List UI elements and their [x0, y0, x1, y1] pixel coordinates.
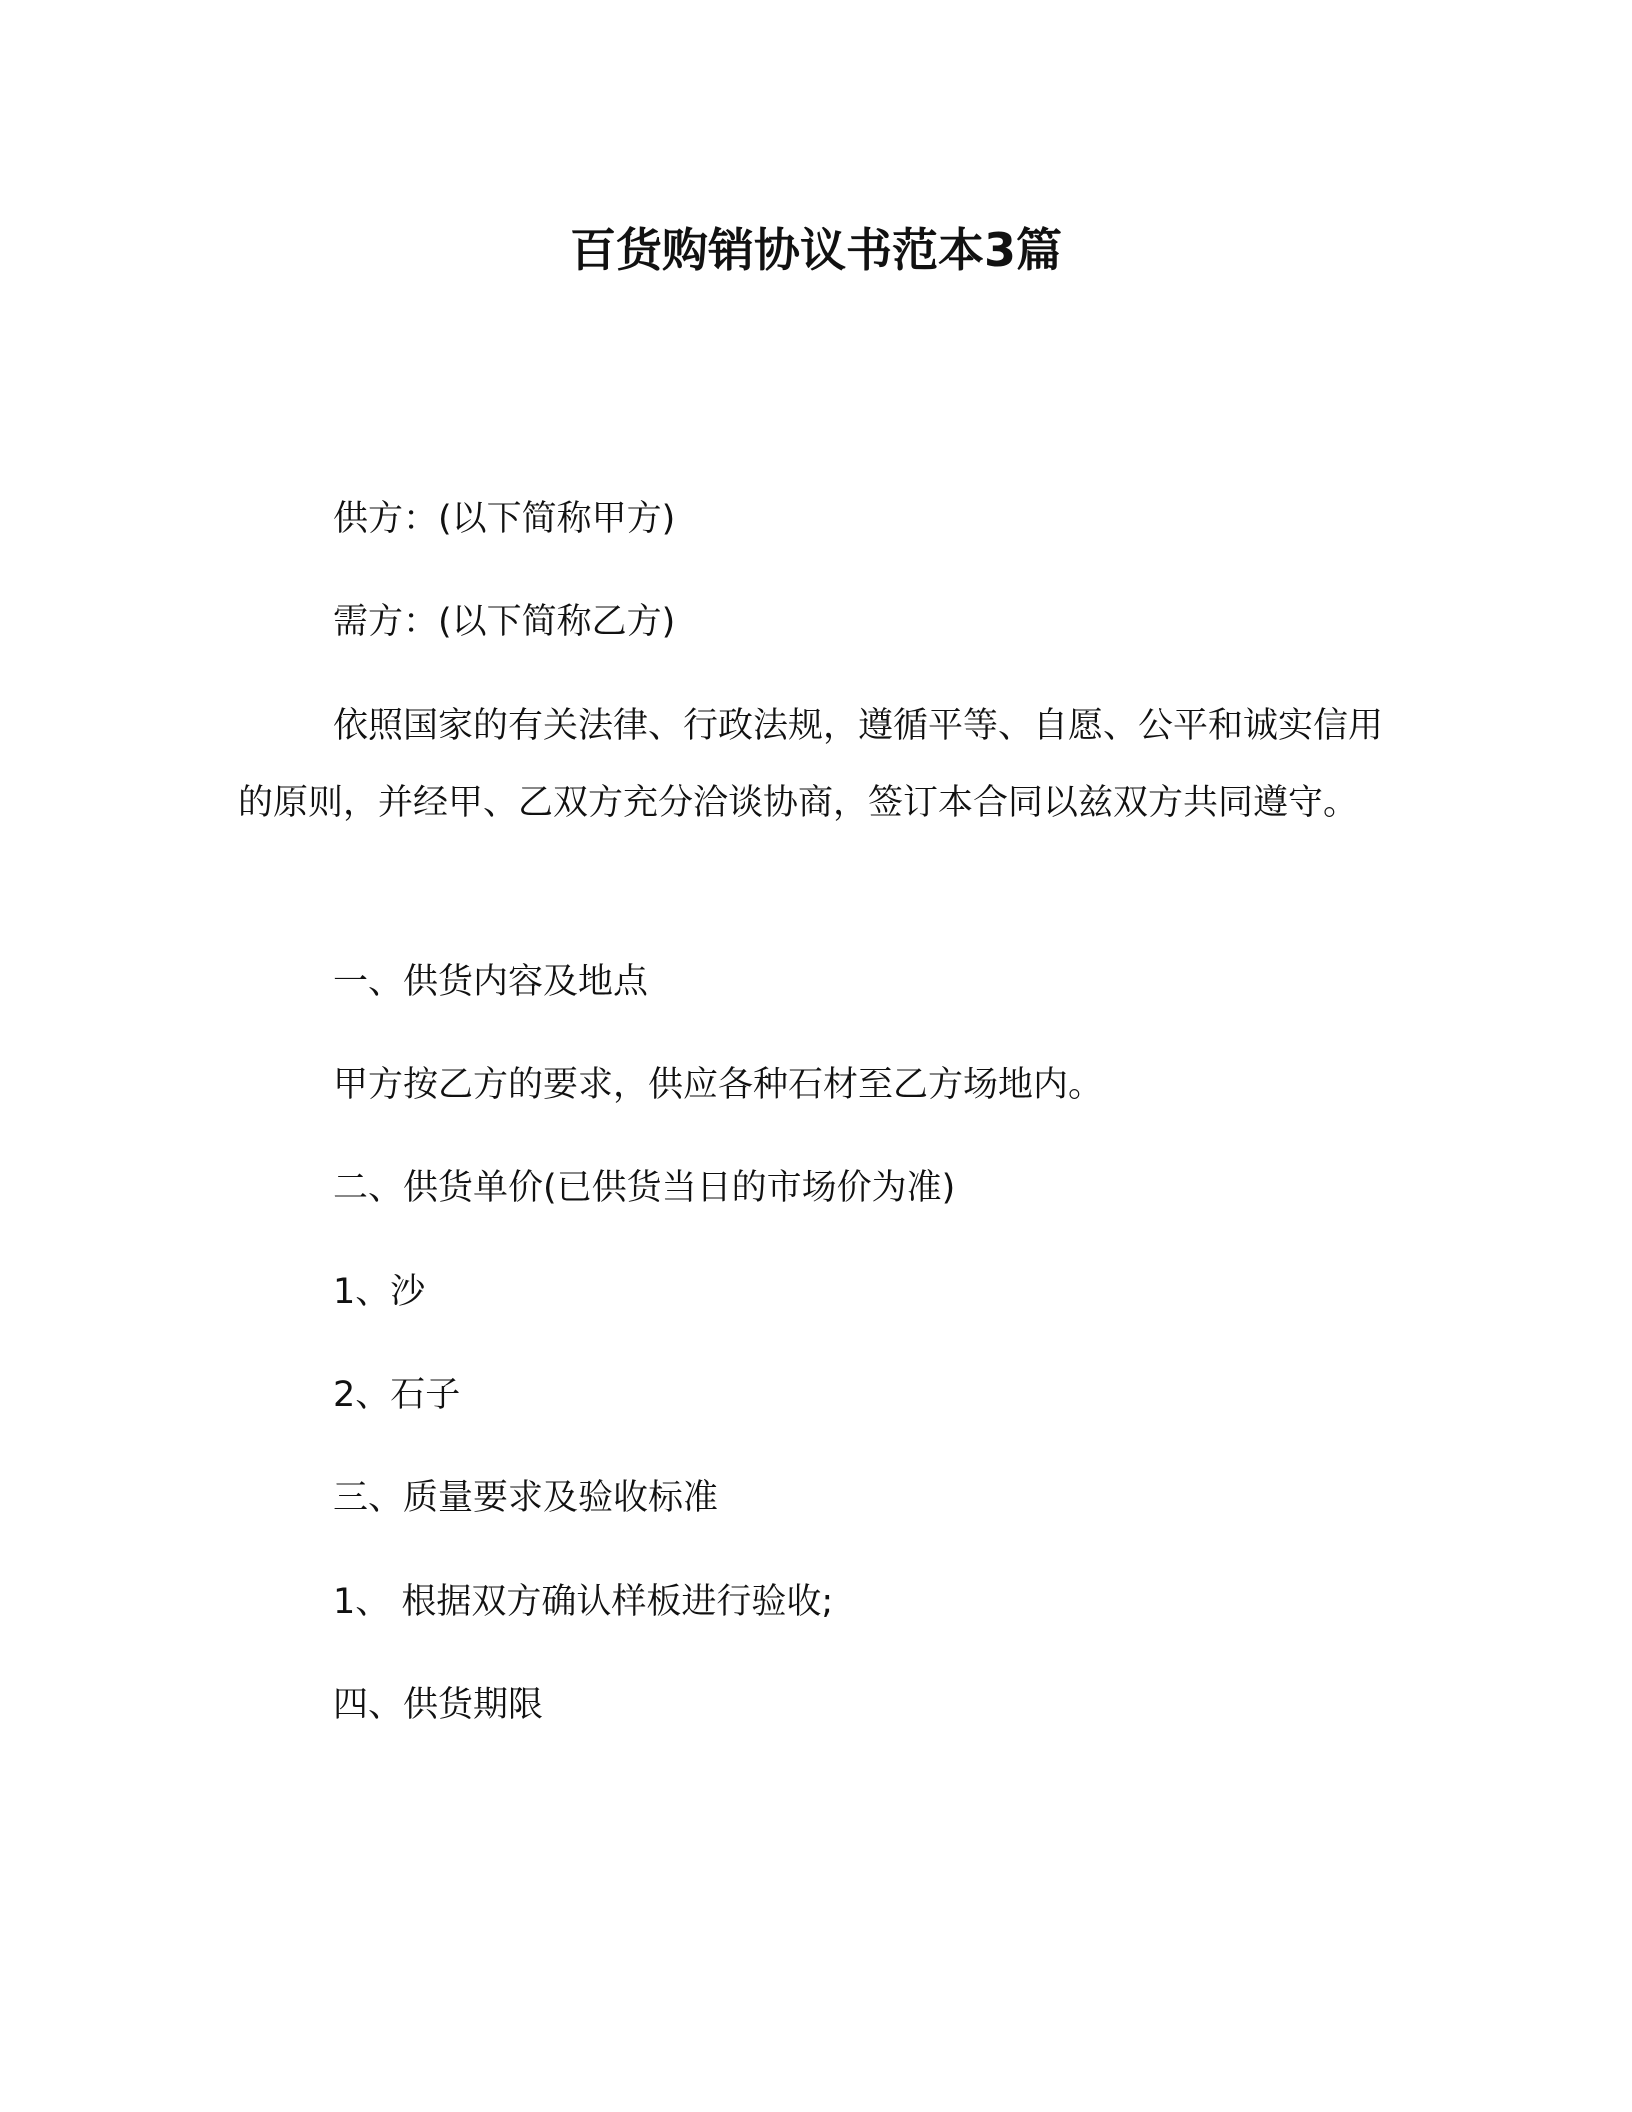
preamble-paragraph: 依照国家的有关法律、行政法规，遵循平等、自愿、公平和诚实信用的原则，并经甲、乙双方充分洽谈协商，签订本合同以兹双方共同遵守。 [238, 706, 1384, 823]
supplier-line: 供方：(以下简称甲方) [333, 499, 676, 539]
section-4-heading: 四、供货期限 [333, 1685, 544, 1725]
item-stone: 2、石子 [333, 1375, 461, 1415]
buyer-line: 需方：(以下简称乙方) [333, 602, 676, 642]
document-title: 百货购销协议书范本3篇 [569, 223, 1062, 277]
section-3-heading: 三、质量要求及验收标准 [333, 1478, 719, 1518]
section-3-item-1: 1、 根据双方确认样板进行验收; [333, 1582, 834, 1622]
section-1-heading: 一、供货内容及地点 [333, 962, 649, 1002]
item-sand: 1、沙 [333, 1272, 426, 1312]
section-2-heading: 二、供货单价(已供货当日的市场价为准) [333, 1168, 956, 1208]
section-1-text: 甲方按乙方的要求，供应各种石材至乙方场地内。 [333, 1065, 1104, 1105]
